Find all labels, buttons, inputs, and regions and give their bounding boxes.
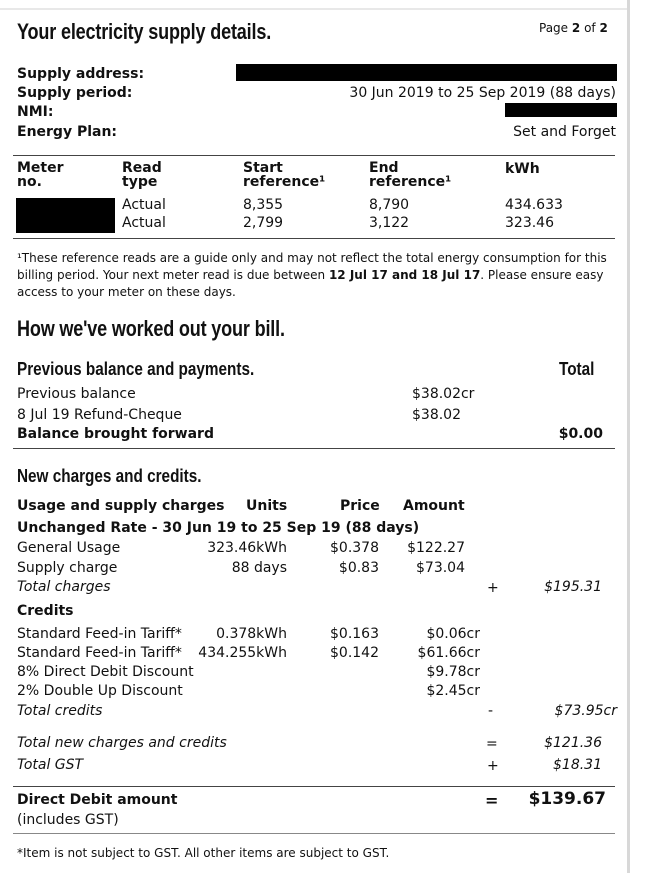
start-header-line2: reference¹ <box>243 174 326 190</box>
usage-supply-header: Usage and supply charges <box>17 498 225 514</box>
previous-balance-title: Previous balance and payments. <box>17 359 255 379</box>
total-gst-label: Total GST <box>17 757 84 773</box>
redacted-nmi <box>505 103 617 117</box>
total-credits-value: $73.95cr <box>554 703 617 719</box>
total-charges-label: Total charges <box>17 579 111 595</box>
rate-period-heading: Unchanged Rate - 30 Jun 19 to 25 Sep 19 (88 days) <box>17 520 420 536</box>
refund-cheque-label: 8 Jul 19 Refund-Cheque <box>17 407 182 423</box>
amount-column-header: Amount <box>403 498 465 514</box>
footnote-line1: ¹These reference reads are a guide only and may not reflect the total energy consumption for this <box>17 251 607 265</box>
gst-footnote: *Item is not subject to GST. All other items are subject to GST. <box>17 846 390 860</box>
page-top-edge <box>0 8 627 10</box>
page-title: Your electricity supply details. <box>17 19 272 44</box>
bottom-rule <box>13 833 615 834</box>
footnote-read-dates: 12 Jul 17 and 18 Jul 17 <box>328 268 481 282</box>
direct-debit-sign: = <box>485 791 499 810</box>
general-usage-amount: $122.27 <box>407 540 465 556</box>
footnote-line2-pre: billing period. Your next meter read is due between <box>17 268 329 282</box>
previous-balance-label: Previous balance <box>17 386 136 402</box>
end-header-line1: End <box>369 160 399 176</box>
total-gst-value: $18.31 <box>553 757 602 773</box>
total-gst-sign: + <box>487 758 499 774</box>
page-right-edge <box>627 0 630 873</box>
total-new-charges-sign: = <box>486 736 498 752</box>
page-number-total: 2 <box>599 21 608 35</box>
read-type-header-line2: type <box>122 174 158 190</box>
redacted-address <box>236 64 617 81</box>
balance-brought-forward-label: Balance brought forward <box>17 426 214 442</box>
supply-charge-label: Supply charge <box>17 560 118 576</box>
page-number-current: 2 <box>571 21 581 35</box>
direct-debit-discount-label: 8% Direct Debit Discount <box>17 664 194 680</box>
feed-in-tariff-price: $0.163 <box>330 626 379 642</box>
table-row-end: 8,790 <box>369 197 410 213</box>
feed-in-tariff-label: Standard Feed-in Tariff* <box>17 626 182 642</box>
total-charges-sign: + <box>487 580 499 596</box>
total-column-header: Total <box>559 359 595 379</box>
table-row-end: 3,122 <box>369 215 410 231</box>
supply-charge-amount: $73.04 <box>416 560 465 576</box>
table-row-start: 8,355 <box>243 197 284 213</box>
direct-debit-includes-gst: (includes GST) <box>17 812 119 828</box>
page-number-of: of <box>584 21 596 35</box>
energy-plan-label: Energy Plan: <box>17 124 118 140</box>
meter-header <box>17 161 64 189</box>
footnote-line2-post: . Please ensure easy <box>480 268 604 282</box>
redacted-meter-number <box>16 198 115 233</box>
supply-charge-units: 88 days <box>231 560 287 576</box>
meter-table-bottom-rule <box>13 238 615 239</box>
units-column-header: Units <box>246 498 288 514</box>
refund-cheque-amount: $38.02 <box>412 407 461 423</box>
page-number-prefix: Page <box>539 21 569 35</box>
new-charges-title: New charges and credits. <box>17 466 202 486</box>
bill-section-title: How we've worked out your bill. <box>17 316 285 341</box>
page-number <box>539 21 608 36</box>
table-row-start: 2,799 <box>243 215 284 231</box>
feed-in-tariff-amount: $61.66cr <box>417 645 480 661</box>
footnote-line3: access to your meter on these days. <box>17 285 236 299</box>
start-header-line1: Start <box>243 160 283 176</box>
feed-in-tariff-amount: $0.06cr <box>426 626 480 642</box>
direct-debit-rule <box>13 786 615 787</box>
table-row-kwh: 323.46 <box>505 215 554 231</box>
total-charges-value: $195.31 <box>544 579 602 595</box>
supply-charge-price: $0.83 <box>338 560 379 576</box>
table-row-read-type: Actual <box>122 197 166 213</box>
supply-address-label: Supply address: <box>17 66 145 82</box>
total-credits-sign: - <box>488 703 494 719</box>
total-credits-label: Total credits <box>17 703 103 719</box>
end-reference-header <box>369 161 451 189</box>
direct-debit-amount: $139.67 <box>528 789 606 809</box>
feed-in-tariff-label: Standard Feed-in Tariff* <box>17 645 182 661</box>
direct-debit-discount-amount: $9.78cr <box>426 664 480 680</box>
previous-balance-amount: $38.02cr <box>412 386 475 402</box>
balance-brought-forward-total: $0.00 <box>558 426 603 442</box>
read-type-header <box>122 161 162 189</box>
credits-heading: Credits <box>17 603 74 619</box>
feed-in-tariff-units: 434.255kWh <box>198 645 287 661</box>
nmi-label: NMI: <box>17 104 54 120</box>
direct-debit-label: Direct Debit amount <box>17 792 178 808</box>
feed-in-tariff-price: $0.142 <box>330 645 379 661</box>
supply-period-label: Supply period: <box>17 85 133 101</box>
general-usage-label: General Usage <box>17 540 121 556</box>
meter-header-line2: no. <box>17 174 42 190</box>
price-column-header: Price <box>340 498 380 514</box>
meter-header-line1: Meter <box>17 160 64 176</box>
double-up-discount-label: 2% Double Up Discount <box>17 683 183 699</box>
energy-plan-value: Set and Forget <box>513 124 616 140</box>
start-reference-header <box>243 161 325 189</box>
total-new-charges-value: $121.36 <box>544 735 602 751</box>
meter-table-top-rule <box>13 155 615 156</box>
table-row-read-type: Actual <box>122 215 166 231</box>
double-up-discount-amount: $2.45cr <box>426 683 480 699</box>
previous-section-rule <box>13 448 615 449</box>
total-new-charges-label: Total new charges and credits <box>17 735 227 751</box>
supply-period-value: 30 Jun 2019 to 25 Sep 2019 (88 days) <box>349 85 616 101</box>
table-row-kwh: 434.633 <box>505 197 563 213</box>
end-header-line2: reference¹ <box>369 174 452 190</box>
general-usage-price: $0.378 <box>330 540 379 556</box>
read-type-header-line1: Read <box>122 160 162 176</box>
feed-in-tariff-units: 0.378kWh <box>216 626 287 642</box>
general-usage-units: 323.46kWh <box>207 540 287 556</box>
kwh-header: kWh <box>505 161 540 177</box>
footnote-line2 <box>17 268 603 283</box>
